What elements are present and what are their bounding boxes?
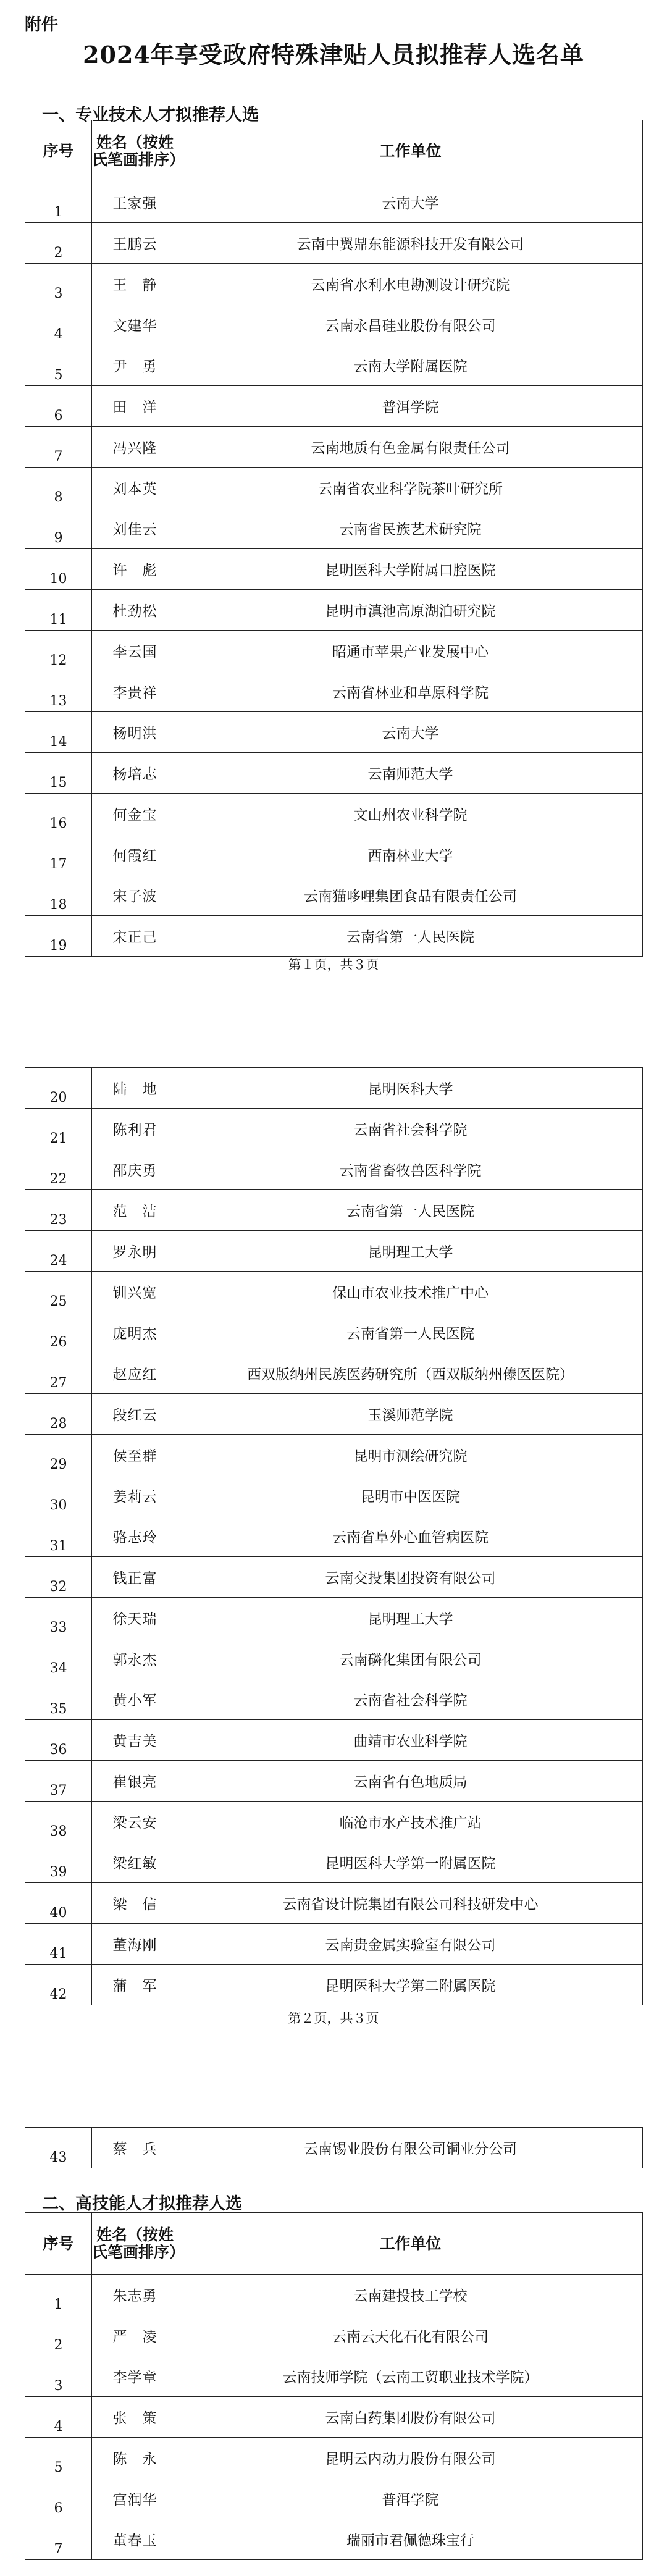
section2-table <box>25 2212 643 2560</box>
person-name-cell: 董春玉 <box>92 2519 178 2560</box>
work-unit-cell: 云南交投集团投资有限公司 <box>178 1557 643 1598</box>
table-body <box>25 2128 643 2168</box>
header-name: 姓名（按姓氏笔画排序） <box>92 120 178 182</box>
table-row <box>25 2315 643 2356</box>
row-number-cell: 2 <box>25 223 92 264</box>
work-unit-cell: 云南中翼鼎东能源科技开发有限公司 <box>178 223 643 264</box>
work-unit-cell: 云南省有色地质局 <box>178 1761 643 1802</box>
row-number-cell: 35 <box>25 1679 92 1720</box>
row-number-cell: 43 <box>25 2128 92 2168</box>
person-name-cell: 庞明杰 <box>92 1312 178 1353</box>
work-unit-cell: 云南贵金属实验室有限公司 <box>178 1924 643 1965</box>
person-name-cell: 何霞红 <box>92 834 178 875</box>
work-unit-cell: 昆明医科大学附属口腔医院 <box>178 549 643 590</box>
table-row <box>25 2356 643 2397</box>
row-number-cell: 16 <box>25 794 92 834</box>
work-unit-cell: 云南地质有色金属有限责任公司 <box>178 427 643 468</box>
row-number-cell: 30 <box>25 1475 92 1516</box>
person-name-cell: 何金宝 <box>92 794 178 834</box>
work-unit-cell: 云南建投技工学校 <box>178 2275 643 2315</box>
person-name-cell: 杨明洪 <box>92 712 178 753</box>
person-name-cell: 董海刚 <box>92 1924 178 1965</box>
work-unit-cell: 云南省设计院集团有限公司科技研发中心 <box>178 1883 643 1924</box>
row-number-cell: 28 <box>25 1394 92 1435</box>
table-row <box>25 182 643 223</box>
table-body <box>25 2275 643 2560</box>
table-row <box>25 345 643 386</box>
work-unit-cell: 昆明市测绘研究院 <box>178 1435 643 1475</box>
work-unit-cell: 文山州农业科学院 <box>178 794 643 834</box>
work-unit-cell: 昆明医科大学 <box>178 1068 643 1109</box>
row-number-cell: 7 <box>25 2519 92 2560</box>
person-name-cell: 姜莉云 <box>92 1475 178 1516</box>
page-footer-1: 第１页，共３页 <box>288 957 379 972</box>
work-unit-cell: 云南省水利水电勘测设计研究院 <box>178 264 643 304</box>
work-unit-cell: 西双版纳州民族医药研究所（西双版纳州傣医医院） <box>178 1353 643 1394</box>
person-name-cell: 赵应红 <box>92 1353 178 1394</box>
person-name-cell: 梁 信 <box>92 1883 178 1924</box>
person-name-cell: 崔银亮 <box>92 1761 178 1802</box>
row-number-cell: 34 <box>25 1638 92 1679</box>
person-name-cell: 严 凌 <box>92 2315 178 2356</box>
person-name-cell: 黄小军 <box>92 1679 178 1720</box>
row-number-cell: 2 <box>25 2315 92 2356</box>
table-row <box>25 1109 643 1149</box>
table-row <box>25 508 643 549</box>
row-number-cell: 41 <box>25 1924 92 1965</box>
work-unit-cell: 云南省阜外心血管病医院 <box>178 1516 643 1557</box>
header-name: 姓名（按姓氏笔画排序） <box>92 2213 178 2275</box>
row-number-cell: 1 <box>25 182 92 223</box>
table-row <box>25 1516 643 1557</box>
person-name-cell: 陈 永 <box>92 2438 178 2478</box>
table-body <box>25 1068 643 2005</box>
work-unit-cell: 云南大学附属医院 <box>178 345 643 386</box>
person-name-cell: 王鹏云 <box>92 223 178 264</box>
work-unit-cell: 保山市农业技术推广中心 <box>178 1272 643 1312</box>
person-name-cell: 陆 地 <box>92 1068 178 1109</box>
table-row <box>25 1353 643 1394</box>
row-number-cell: 5 <box>25 345 92 386</box>
table-row <box>25 631 643 671</box>
work-unit-cell: 云南云天化石化有限公司 <box>178 2315 643 2356</box>
work-unit-cell: 昭通市苹果产业发展中心 <box>178 631 643 671</box>
table-row <box>25 304 643 345</box>
row-number-cell: 6 <box>25 2478 92 2519</box>
table-body <box>25 182 643 957</box>
table-row <box>25 1720 643 1761</box>
work-unit-cell: 云南永昌硅业股份有限公司 <box>178 304 643 345</box>
row-number-cell: 3 <box>25 264 92 304</box>
page-footer-2: 第２页，共３页 <box>288 2011 379 2026</box>
header-seq: 序号 <box>25 2213 92 2275</box>
row-number-cell: 33 <box>25 1598 92 1638</box>
table-row <box>25 1068 643 1109</box>
row-number-cell: 21 <box>25 1109 92 1149</box>
work-unit-cell: 云南省林业和草原科学院 <box>178 671 643 712</box>
table-row <box>25 1924 643 1965</box>
work-unit-cell: 普洱学院 <box>178 2478 643 2519</box>
work-unit-cell: 云南省社会科学院 <box>178 1679 643 1720</box>
person-name-cell: 邵庆勇 <box>92 1149 178 1190</box>
work-unit-cell: 云南技师学院（云南工贸职业技术学院） <box>178 2356 643 2397</box>
table-row <box>25 1475 643 1516</box>
table-row <box>25 916 643 957</box>
table-row <box>25 1394 643 1435</box>
row-number-cell: 26 <box>25 1312 92 1353</box>
row-number-cell: 7 <box>25 427 92 468</box>
table-row <box>25 1679 643 1720</box>
row-number-cell: 19 <box>25 916 92 957</box>
work-unit-cell: 云南省第一人民医院 <box>178 1190 643 1231</box>
table-row <box>25 1802 643 1842</box>
table-row <box>25 2275 643 2315</box>
table-row <box>25 712 643 753</box>
work-unit-cell: 昆明理工大学 <box>178 1598 643 1638</box>
section1-table-page1 <box>25 120 643 957</box>
work-unit-cell: 云南白药集团股份有限公司 <box>178 2397 643 2438</box>
person-name-cell: 钱正富 <box>92 1557 178 1598</box>
row-number-cell: 24 <box>25 1231 92 1272</box>
section1-title: 一、专业技术人才拟推荐人选 <box>42 106 259 125</box>
person-name-cell: 郭永杰 <box>92 1638 178 1679</box>
person-name-cell: 冯兴隆 <box>92 427 178 468</box>
section2-title: 二、高技能人才拟推荐人选 <box>42 2194 242 2213</box>
row-number-cell: 36 <box>25 1720 92 1761</box>
work-unit-cell: 昆明云内动力股份有限公司 <box>178 2438 643 2478</box>
row-number-cell: 39 <box>25 1842 92 1883</box>
table-row <box>25 794 643 834</box>
person-name-cell: 刘佳云 <box>92 508 178 549</box>
header-unit: 工作单位 <box>178 120 643 182</box>
row-number-cell: 9 <box>25 508 92 549</box>
work-unit-cell: 云南大学 <box>178 182 643 223</box>
row-number-cell: 25 <box>25 1272 92 1312</box>
work-unit-cell: 昆明理工大学 <box>178 1231 643 1272</box>
table-row <box>25 1598 643 1638</box>
row-number-cell: 4 <box>25 304 92 345</box>
row-number-cell: 1 <box>25 2275 92 2315</box>
row-number-cell: 20 <box>25 1068 92 1109</box>
table-row <box>25 875 643 916</box>
row-number-cell: 15 <box>25 753 92 794</box>
table-row <box>25 1965 643 2005</box>
person-name-cell: 刘本英 <box>92 468 178 508</box>
row-number-cell: 13 <box>25 671 92 712</box>
row-number-cell: 22 <box>25 1149 92 1190</box>
work-unit-cell: 云南省民族艺术研究院 <box>178 508 643 549</box>
work-unit-cell: 临沧市水产技术推广站 <box>178 1802 643 1842</box>
row-number-cell: 18 <box>25 875 92 916</box>
row-number-cell: 27 <box>25 1353 92 1394</box>
person-name-cell: 黄吉美 <box>92 1720 178 1761</box>
table-row <box>25 386 643 427</box>
work-unit-cell: 云南锡业股份有限公司铜业分公司 <box>178 2128 643 2168</box>
table-row <box>25 223 643 264</box>
work-unit-cell: 瑞丽市君佩德珠宝行 <box>178 2519 643 2560</box>
person-name-cell: 尹 勇 <box>92 345 178 386</box>
row-number-cell: 12 <box>25 631 92 671</box>
person-name-cell: 李贵祥 <box>92 671 178 712</box>
table-row <box>25 264 643 304</box>
person-name-cell: 陈利君 <box>92 1109 178 1149</box>
person-name-cell: 杨培志 <box>92 753 178 794</box>
row-number-cell: 10 <box>25 549 92 590</box>
person-name-cell: 王家强 <box>92 182 178 223</box>
table-row <box>25 468 643 508</box>
table-row <box>25 1272 643 1312</box>
row-number-cell: 37 <box>25 1761 92 1802</box>
person-name-cell: 段红云 <box>92 1394 178 1435</box>
person-name-cell: 宋子波 <box>92 875 178 916</box>
table-row <box>25 1842 643 1883</box>
person-name-cell: 许 彪 <box>92 549 178 590</box>
header-seq: 序号 <box>25 120 92 182</box>
work-unit-cell: 普洱学院 <box>178 386 643 427</box>
table-row <box>25 2519 643 2560</box>
row-number-cell: 8 <box>25 468 92 508</box>
section1-table-page2 <box>25 1067 643 2005</box>
work-unit-cell: 云南省农业科学院茶叶研究所 <box>178 468 643 508</box>
person-name-cell: 杜劲松 <box>92 590 178 631</box>
person-name-cell: 张 策 <box>92 2397 178 2438</box>
table-row <box>25 2128 643 2168</box>
table-row <box>25 1312 643 1353</box>
work-unit-cell: 昆明医科大学第二附属医院 <box>178 1965 643 2005</box>
person-name-cell: 李云国 <box>92 631 178 671</box>
section1-table-page3 <box>25 2127 643 2168</box>
row-number-cell: 5 <box>25 2438 92 2478</box>
person-name-cell: 钏兴宽 <box>92 1272 178 1312</box>
person-name-cell: 梁云安 <box>92 1802 178 1842</box>
table-row <box>25 753 643 794</box>
table-row <box>25 1231 643 1272</box>
row-number-cell: 32 <box>25 1557 92 1598</box>
person-name-cell: 蒲 军 <box>92 1965 178 2005</box>
table-row <box>25 834 643 875</box>
table-row <box>25 1435 643 1475</box>
row-number-cell: 40 <box>25 1883 92 1924</box>
table-row <box>25 2397 643 2438</box>
work-unit-cell: 云南猫哆哩集团食品有限责任公司 <box>178 875 643 916</box>
row-number-cell: 6 <box>25 386 92 427</box>
row-number-cell: 3 <box>25 2356 92 2397</box>
table-row <box>25 1761 643 1802</box>
row-number-cell: 14 <box>25 712 92 753</box>
person-name-cell: 宫润华 <box>92 2478 178 2519</box>
person-name-cell: 梁红敏 <box>92 1842 178 1883</box>
attachment-label: 附件 <box>25 15 58 35</box>
work-unit-cell: 云南大学 <box>178 712 643 753</box>
table-row <box>25 1638 643 1679</box>
work-unit-cell: 昆明市中医医院 <box>178 1475 643 1516</box>
table-row <box>25 1149 643 1190</box>
person-name-cell: 宋正己 <box>92 916 178 957</box>
work-unit-cell: 昆明市滇池高原湖泊研究院 <box>178 590 643 631</box>
person-name-cell: 骆志玲 <box>92 1516 178 1557</box>
row-number-cell: 17 <box>25 834 92 875</box>
table-row <box>25 2438 643 2478</box>
row-number-cell: 4 <box>25 2397 92 2438</box>
work-unit-cell: 西南林业大学 <box>178 834 643 875</box>
row-number-cell: 11 <box>25 590 92 631</box>
work-unit-cell: 云南师范大学 <box>178 753 643 794</box>
person-name-cell: 朱志勇 <box>92 2275 178 2315</box>
work-unit-cell: 曲靖市农业科学院 <box>178 1720 643 1761</box>
table-row <box>25 427 643 468</box>
work-unit-cell: 云南省畜牧兽医科学院 <box>178 1149 643 1190</box>
work-unit-cell: 云南省第一人民医院 <box>178 916 643 957</box>
row-number-cell: 31 <box>25 1516 92 1557</box>
table-row <box>25 549 643 590</box>
person-name-cell: 罗永明 <box>92 1231 178 1272</box>
person-name-cell: 蔡 兵 <box>92 2128 178 2168</box>
work-unit-cell: 昆明医科大学第一附属医院 <box>178 1842 643 1883</box>
table-row <box>25 671 643 712</box>
table-row <box>25 1883 643 1924</box>
table-row <box>25 1557 643 1598</box>
work-unit-cell: 玉溪师范学院 <box>178 1394 643 1435</box>
person-name-cell: 侯至群 <box>92 1435 178 1475</box>
work-unit-cell: 云南省第一人民医院 <box>178 1312 643 1353</box>
row-number-cell: 42 <box>25 1965 92 2005</box>
work-unit-cell: 云南磷化集团有限公司 <box>178 1638 643 1679</box>
header-unit: 工作单位 <box>178 2213 643 2275</box>
table-row <box>25 1190 643 1231</box>
row-number-cell: 23 <box>25 1190 92 1231</box>
person-name-cell: 徐天瑞 <box>92 1598 178 1638</box>
person-name-cell: 田 洋 <box>92 386 178 427</box>
person-name-cell: 王 静 <box>92 264 178 304</box>
table-row <box>25 590 643 631</box>
work-unit-cell: 云南省社会科学院 <box>178 1109 643 1149</box>
row-number-cell: 38 <box>25 1802 92 1842</box>
person-name-cell: 文建华 <box>92 304 178 345</box>
row-number-cell: 29 <box>25 1435 92 1475</box>
person-name-cell: 李学章 <box>92 2356 178 2397</box>
person-name-cell: 范 洁 <box>92 1190 178 1231</box>
table-row <box>25 2478 643 2519</box>
page-title: 2024年享受政府特殊津贴人员拟推荐人选名单 <box>83 41 584 69</box>
